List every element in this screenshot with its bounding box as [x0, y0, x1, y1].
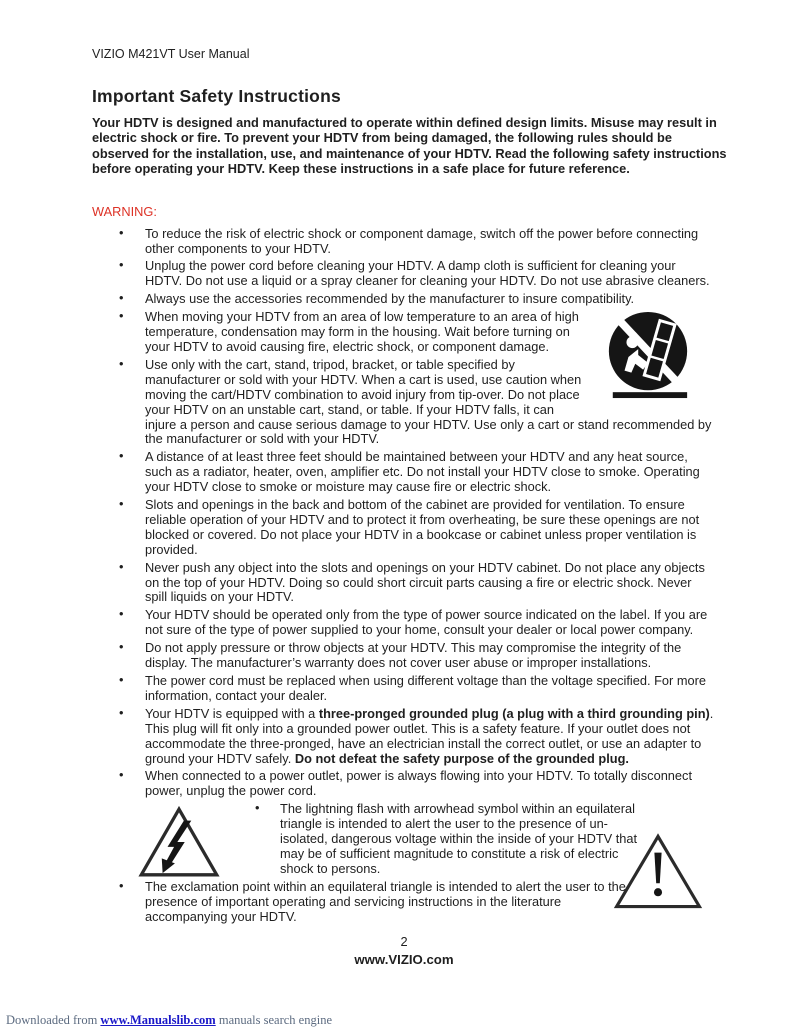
lightning-flash-triangle-icon — [138, 804, 220, 880]
bullet-text: Your HDTV should be operated only from the type of power source indicated on the label. If you are not sure of the type of power supplied to your home, consult your dealer or local power company. — [145, 607, 708, 638]
safety-bullet — [92, 674, 716, 704]
page-number: 2 — [400, 933, 408, 949]
bullet-marker: • — [119, 224, 124, 240]
bullet-text: A distance of at least three feet should be maintained between your HDTV and any heat source, such as a radiator, heater, oven, amplifier etc. Do not install your HDTV close to smoke. Operating your HDTV close to smoke or moisture may cause fire or electric shock. — [145, 449, 700, 495]
hazard-symbols-region — [92, 802, 716, 877]
bullet-marker: • — [119, 704, 124, 720]
manualslib-link[interactable]: www.Manualslib.com — [100, 1013, 216, 1027]
safety-bullet — [92, 310, 716, 355]
safety-bullet — [92, 608, 716, 638]
bullet-marker: • — [119, 257, 124, 273]
bullet-marker: • — [119, 877, 124, 893]
safety-bullet — [92, 224, 716, 257]
safety-bullet — [92, 769, 716, 799]
warning-label: WARNING: — [92, 203, 157, 219]
safety-bullet — [92, 259, 716, 289]
bullet-text: Slots and openings in the back and bottom of the cabinet are provided for ventilation. To ensure reliable operation of your HDTV and to protect it from overheating, be sure these openings are not blocked or covered. Do not place your HDTV in a bookcase or cabinet unless proper ventilation is provided. — [145, 497, 700, 557]
safety-bullet — [92, 292, 716, 307]
sub-bullet-text: The lightning flash with arrowhead symbol within an equilateral triangle is intended to alert the user to the presence of un-isolated, dangerous voltage within the inside of your HDTV that may be of sufficient magnitude to constitute a risk of electric shock to persons. — [280, 801, 638, 876]
bullet-marker: • — [119, 448, 124, 464]
bullet-text: When connected to a power outlet, power is always flowing into your HDTV. To totally disconnect power, unplug the power cord. — [145, 768, 692, 799]
bullet-marker: • — [119, 496, 124, 512]
bullet-text: When moving your HDTV from an area of low temperature to an area of high temperature, condensation may form in the housing. Wait before turning on your HDTV to avoid causing fire, electric shock, or component damage. — [145, 309, 579, 354]
page-title: Important Safety Instructions — [92, 86, 341, 106]
safety-bullet — [92, 877, 630, 925]
safety-bullet — [92, 704, 716, 767]
bullet-marker: • — [119, 672, 124, 687]
intro-paragraph: Your HDTV is designed and manufactured to operate within defined design limits. Misuse may result in electric shock or fire. To prevent your HDTV from being damaged, the following rules should be observed for the installation, use, and maintenance of your HDTV. Read the following safety instructions before operating your HDTV. Keep these instructions in a safe place for future reference. — [92, 115, 727, 177]
manualslib-footer — [6, 1013, 332, 1028]
safety-bullet — [92, 450, 716, 495]
bullet-text: Use only with the cart, stand, tripod, bracket, or table specified by manufacturer or sold with your HDTV. When a cart is used, use caution when moving the cart/HDTV combination to avoid injury from tip-over. Do not place your HDTV on an unstable cart, stand, or table. If your HDTV falls, it can injure a person and cause serious damage to your HDTV. Use only a cart or stand recommended by the manufacturer or sold with your HDTV. — [145, 356, 712, 447]
bullet-text: Never push any object into the slots and openings on your HDTV cabinet. Do not place any objects on the top of your HDTV. Doing so could short circuit parts causing a fire or electric shock. Never spill liquids on your HDTV. — [145, 559, 705, 605]
safety-bullet — [92, 558, 716, 606]
safety-bullet — [92, 641, 716, 671]
bullet-text: Your HDTV is equipped with a three-pronged grounded plug (a plug with a third grounding pin). This plug will fit only into a grounded power outlet. This is a safety feature. If your outlet does not accommodate the three-pronged, have an electrician install the correct outlet, or use an adapter to ground your HDTV safely. Do not defeat the safety purpose of the grounded plug. — [145, 705, 714, 766]
closing-bullet-text: The exclamation point within an equilateral triangle is intended to alert the user to the presence of important operating and servicing instructions in the literature accompanying your HDTV. — [145, 878, 626, 924]
bullet-marker: • — [119, 606, 124, 622]
safety-bullet — [92, 355, 716, 447]
safety-sub-bullet — [255, 802, 640, 877]
footer-suffix-text: manuals search engine — [215, 1013, 332, 1027]
safety-bullet-list — [92, 224, 716, 800]
bullet-marker: • — [119, 355, 124, 371]
bullet-marker: • — [255, 800, 260, 816]
document-header: VIZIO M421VT User Manual — [92, 47, 250, 61]
bullet-text: Unplug the power cord before cleaning your HDTV. A damp cloth is sufficient for cleaning your HDTV. Do not use a liquid or a spray cleaner for cleaning your HDTV. Do not use abrasive cleaners. — [145, 258, 710, 289]
safety-bullet — [92, 498, 716, 558]
bullet-marker: • — [119, 767, 124, 783]
bullet-text: To reduce the risk of electric shock or component damage, switch off the power before connecting other components to your HDTV. — [145, 225, 699, 256]
bullet-marker: • — [119, 290, 124, 306]
closing-bullet-wrap — [92, 877, 716, 925]
bullet-text: Always use the accessories recommended by the manufacturer to insure compatibility. — [145, 291, 635, 307]
footer-prefix-text: Downloaded from — [6, 1013, 101, 1027]
bullet-text: Do not apply pressure or throw objects at your HDTV. This may compromise the integrity of the display. The manufacturer’s warranty does not cover user abuse or improper installations. — [145, 640, 682, 671]
bullet-marker: • — [119, 558, 124, 574]
bullet-text: The power cord must be replaced when using different voltage than the voltage specified. For more information, contact your dealer. — [145, 673, 707, 703]
bullet-marker: • — [119, 308, 124, 324]
bullet-marker: • — [119, 639, 124, 655]
vizio-website-text: www.VIZIO.com — [354, 951, 454, 967]
